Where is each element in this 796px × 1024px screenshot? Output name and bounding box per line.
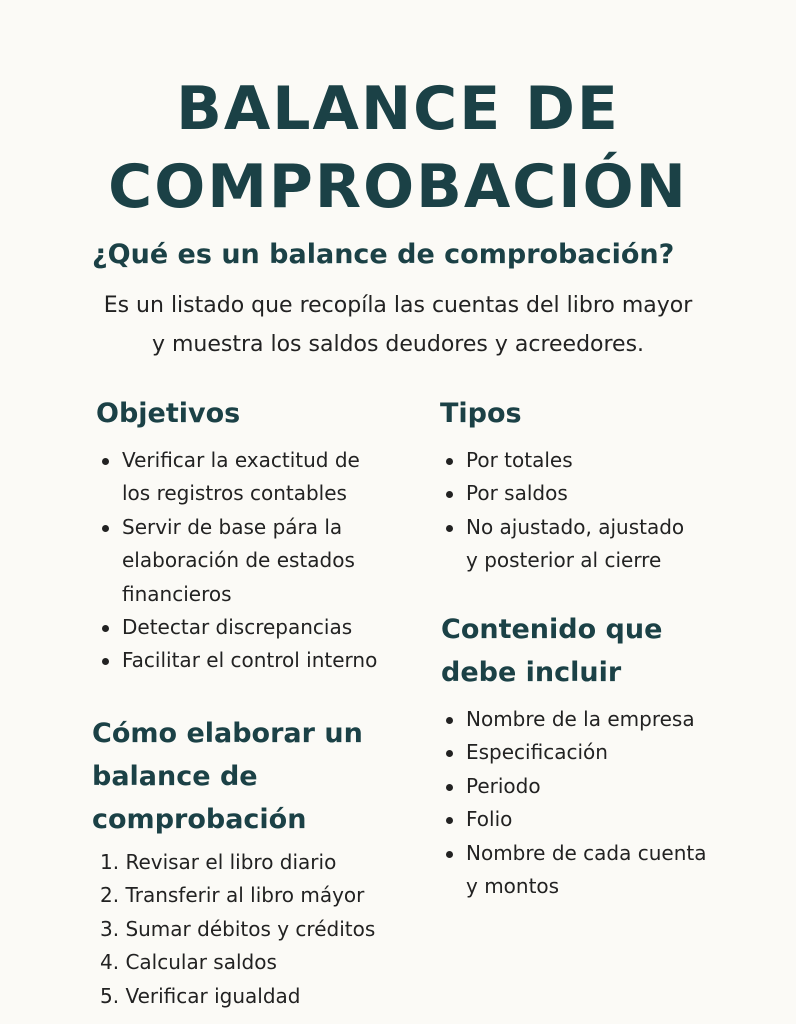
objetivos-heading: Objetivos (96, 398, 241, 429)
list-item: Detectar discrepancias (96, 611, 416, 644)
step-item: 4. Calcular saldos (100, 950, 277, 975)
intro-paragraph (60, 286, 736, 364)
list-item: Servir de base pára la elaboración de estados financieros (96, 511, 416, 611)
list-item: No ajustado, ajustado y posterior al cierre (440, 511, 740, 578)
contenido-heading: Contenido que debe incluir (441, 614, 663, 688)
question-heading: ¿Qué es un balance de comprobación? (92, 239, 675, 270)
objetivos-list (96, 444, 416, 678)
step-item: 1. Revisar el libro diario (100, 850, 337, 874)
step-item: 3. Sumar débitos y créditos (100, 916, 376, 941)
title-line-2: COMPROBACIÓN (108, 152, 688, 223)
list-item: Nombre de cada cuenta y montos (440, 837, 760, 904)
list-item: Especificación (440, 736, 760, 769)
page-title (0, 70, 796, 226)
steps-list (100, 846, 420, 1013)
tipos-list (440, 444, 740, 578)
intro-line-1: Es un listado que recopíla las cuentas del libro mayor (103, 293, 693, 318)
step-item: 5. Verificar igualdad (100, 983, 301, 1008)
step-item: 2. Transferir al libro máyor (100, 883, 365, 908)
list-item: Nombre de la empresa (440, 703, 760, 736)
list-item: Facilitar el control interno (96, 644, 416, 677)
title-line-1: BALANCE DE (176, 74, 620, 145)
contenido-list (440, 703, 760, 903)
como-elaborar-heading: Cómo elaborar un balance de comprobación (92, 718, 363, 835)
intro-line-2: y muestra los saldos deudores y acreedores. (151, 332, 645, 357)
list-item: Folio (440, 803, 760, 836)
list-item: Por totales (440, 444, 740, 477)
list-item: Verificar la exactitud de los registros contables (96, 444, 416, 511)
list-item: Por saldos (440, 477, 740, 510)
list-item: Periodo (440, 770, 760, 803)
tipos-heading: Tipos (440, 398, 522, 429)
